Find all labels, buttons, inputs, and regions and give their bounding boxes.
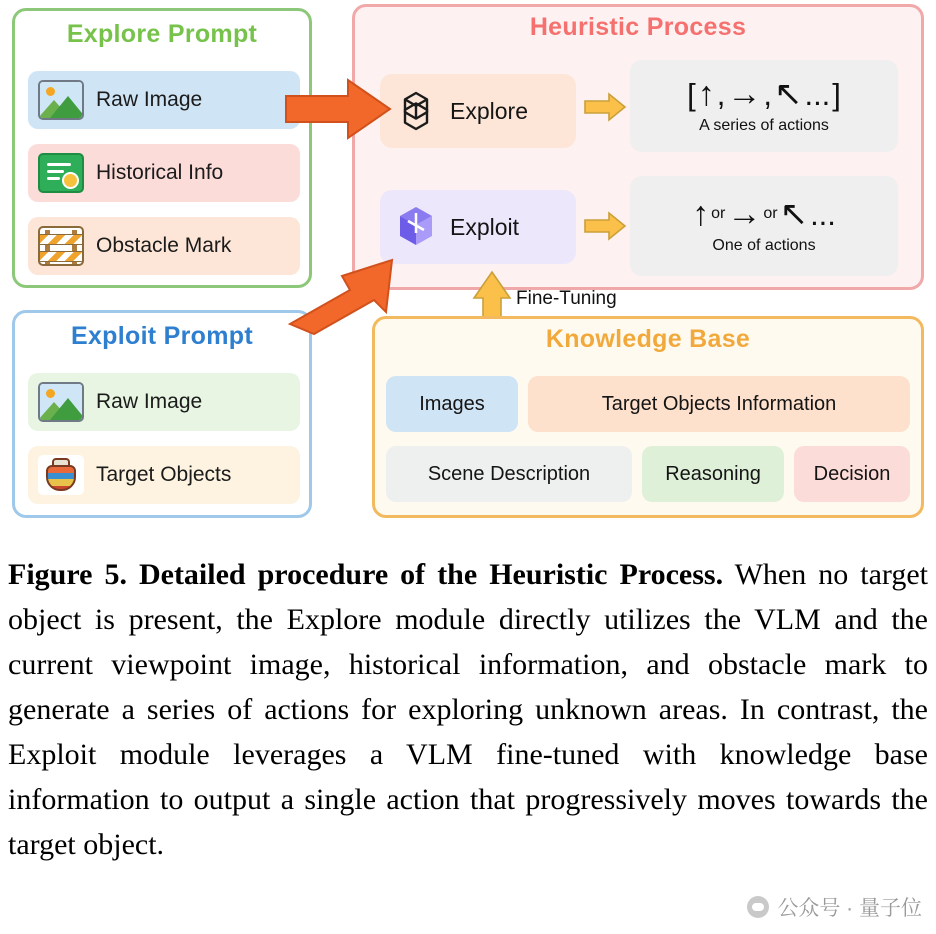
label-fine-tuning: Fine-Tuning [516,288,617,309]
arrow-right-glyph: → [727,75,762,113]
image-icon [38,80,84,120]
bracket-close: ] [832,76,841,112]
watermark [747,892,922,922]
row-raw-image-explore [28,71,300,129]
orange-arrow-explore-feed [284,78,394,140]
output-exploit-caption: One of actions [712,237,816,254]
yellow-arrow-right-exploit [583,211,627,241]
openai-logo-icon [392,87,440,135]
panel-exploit-prompt [12,310,312,518]
row-obstacle-mark [28,217,300,275]
watermark-text: 公众号 · 量子位 [777,897,922,920]
module-exploit [380,190,576,264]
chip-scene-description: Scene Description [386,446,632,502]
output-explore-actions [687,77,841,111]
yellow-arrow-right-explore [583,92,627,122]
row-raw-image-exploit [28,373,300,431]
comma-2: , [763,76,772,112]
panel-title-heuristic-process: Heuristic Process [529,13,747,41]
or-label-2: or [763,205,778,222]
panel-title-knowledge-base: Knowledge Base [545,325,751,353]
figure-caption-label: Figure 5. Detailed procedure of the Heuristic Process. [8,558,724,591]
ellipsis: ... [810,196,836,232]
image-icon [38,382,84,422]
panel-explore-prompt [12,8,312,288]
chip-images: Images [386,376,518,432]
figure-caption [8,552,928,867]
bracket-open: [ [687,76,696,112]
arrow-upleft-glyph: ↖ [773,75,803,113]
module-label: Explore [450,97,528,124]
vase-object-icon [38,455,84,495]
module-label: Exploit [450,213,520,240]
wechat-icon [747,896,769,918]
arrow-up-glyph: ↑ [692,195,710,233]
module-explore [380,74,576,148]
row-label: Obstacle Mark [96,234,232,257]
arrow-up-glyph: ↑ [697,75,715,113]
chip-reasoning: Reasoning [642,446,784,502]
row-label: Raw Image [96,390,203,413]
row-label: Target Objects [96,463,232,486]
comma-1: , [716,76,726,112]
output-explore-caption: A series of actions [699,117,829,134]
row-target-objects [28,446,300,504]
panel-title-explore-prompt: Explore Prompt [66,20,258,48]
panel-title-exploit-prompt: Exploit Prompt [71,322,253,350]
history-document-icon [38,153,84,193]
chip-target-objects-information: Target Objects Information [528,376,910,432]
output-explore [630,60,898,152]
arrow-upleft-glyph: ↖ [779,195,809,233]
output-exploit-actions [692,197,836,231]
figure-caption-body: When no target object is present, the Explore module directly utilizes the VLM and the current viewpoint image, historical information, and obstacle mark to generate a series of actions for exploring unknown areas. In contrast, the Exploit module leverages a VLM fine-tuned with knowledge base information to output a single action that progressively moves towards the target object. [8,558,928,861]
ellipsis: ... [804,76,831,112]
arrow-right-glyph: → [727,195,762,233]
or-label-1: or [711,205,726,222]
row-historical-info [28,144,300,202]
obstacle-barrier-icon [38,226,84,266]
row-label: Historical Info [96,161,224,184]
chip-decision: Decision [794,446,910,502]
vlm-logo-icon [392,203,440,251]
row-label: Raw Image [96,88,203,111]
output-exploit [630,176,898,276]
